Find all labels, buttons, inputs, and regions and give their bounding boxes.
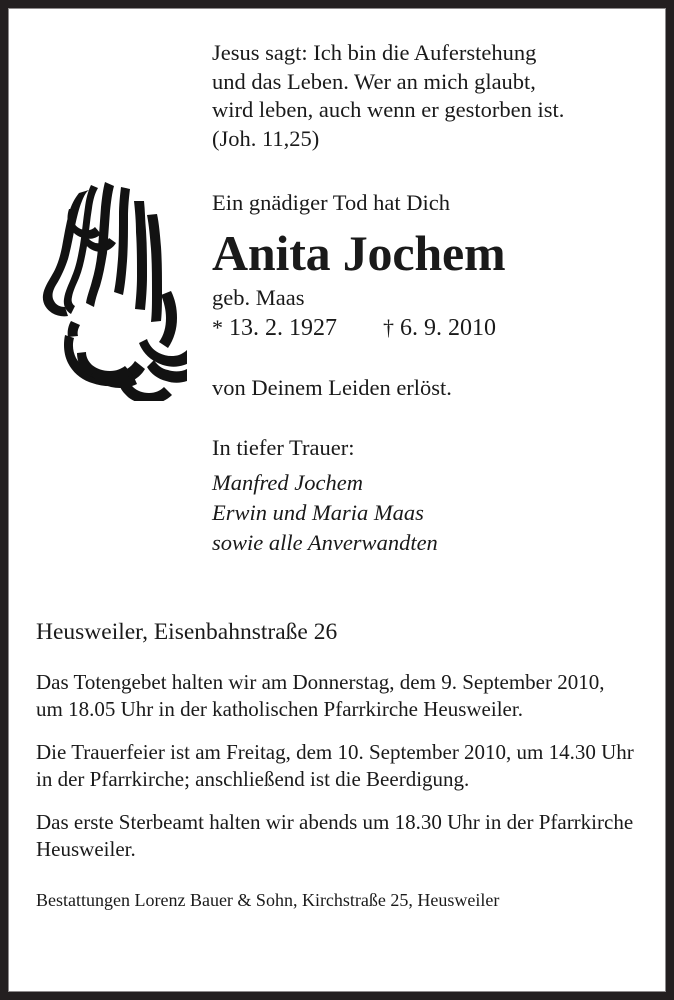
- service-note: Die Trauerfeier ist am Freitag, dem 10. September 2010, um 14.30 Uhr in der Pfarrkirche; anschließend ist die Beerdigung.: [36, 740, 634, 791]
- service-note: Das erste Sterbeamt halten wir abends um 18.30 Uhr in der Pfarrkirche Heusweiler.: [36, 810, 634, 861]
- service-note: Das Totengebet halten wir am Donnerstag, dem 9. September 2010, um 18.05 Uhr in der katholischen Pfarrkirche Heusweiler.: [36, 670, 605, 721]
- list-item: Manfred Jochem: [212, 470, 363, 495]
- release-text: von Deinem Leiden erlöst.: [212, 375, 452, 400]
- list-item: sowie alle Anverwandten: [212, 530, 438, 555]
- funeral-provider-line: Bestattungen Lorenz Bauer & Sohn, Kirchstraße 25, Heusweiler: [36, 890, 500, 910]
- list-item: Erwin und Maria Maas: [212, 500, 424, 525]
- scripture-quote: [212, 39, 642, 153]
- notice-inner-frame: [8, 8, 666, 992]
- cross-dagger-icon: †: [383, 315, 394, 340]
- deceased-name: Anita Jochem: [212, 225, 506, 281]
- notice-upper-column: [212, 39, 642, 558]
- birth-symbol-icon: *: [212, 315, 223, 340]
- scripture-line: und das Leben. Wer an mich glaubt,: [212, 68, 536, 94]
- scripture-line: Jesus sagt: Ich bin die Auferstehung: [212, 40, 537, 65]
- death-date-value: 6. 9. 2010: [400, 315, 496, 341]
- scripture-reference: (Joh. 11,25): [212, 125, 320, 151]
- notice-lower-block: [36, 617, 636, 912]
- mourner-list: [212, 468, 642, 558]
- address-line: Heusweiler, Eisenbahnstraße 26: [36, 619, 338, 645]
- birth-date: [212, 313, 337, 343]
- lead-in-text: Ein gnädiger Tod hat Dich: [212, 190, 450, 215]
- praying-hands-icon: [35, 175, 187, 401]
- death-date: [383, 313, 496, 343]
- birth-date-value: 13. 2. 1927: [229, 315, 337, 341]
- life-dates: [212, 313, 642, 343]
- scripture-line: wird leben, auch wenn er gestorben ist.: [212, 97, 565, 122]
- maiden-name: geb. Maas: [212, 285, 305, 310]
- mourning-heading: In tiefer Trauer:: [212, 435, 355, 460]
